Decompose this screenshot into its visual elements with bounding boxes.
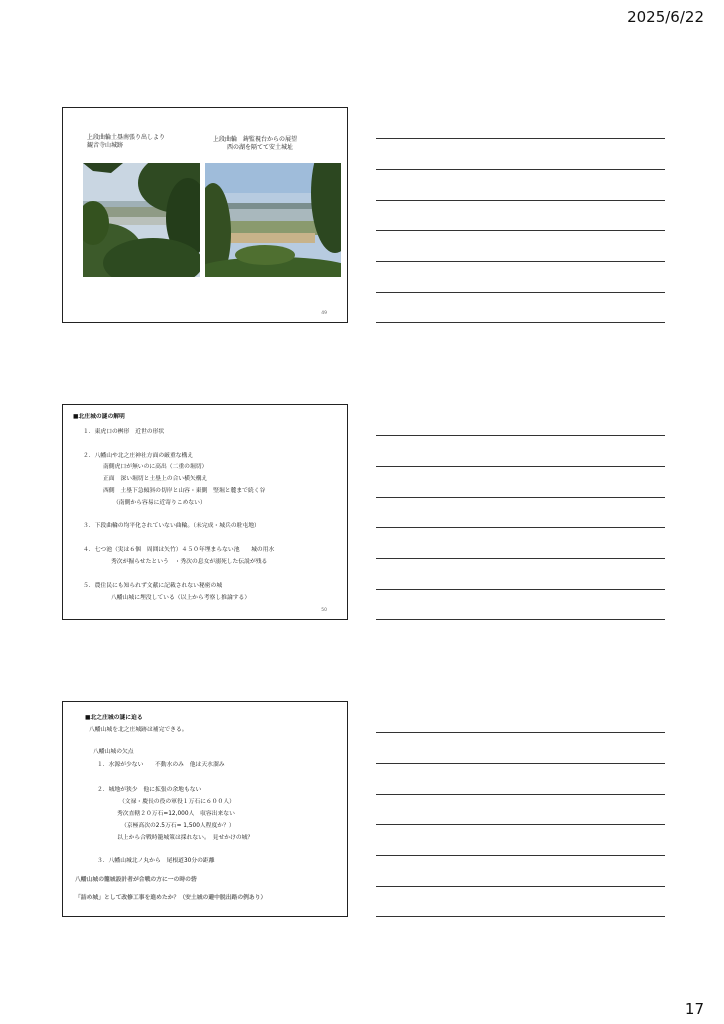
photo-castle-ruins-view [83,163,200,277]
note-line [376,916,665,917]
note-line [376,200,665,201]
slide-text-line: 「詰め城」として改修工事を進めたか？（安土城の避中脱出路の例あり） [75,895,267,901]
note-line [376,824,665,825]
note-line [376,732,665,733]
slide-text-line: 以上から合戦時籠城策は採れない。 見せかけの城？ [117,835,254,841]
note-line [376,169,665,170]
print-date: 2025/6/22 [627,8,704,26]
slide-text-line: ５．農住民にも知られず文献に記載されない秘密の城 [83,583,223,589]
slide-text-line: １．東虎口の桝形 近世の形状 [83,429,165,435]
note-line [376,261,665,262]
note-line [376,855,665,856]
note-line [376,527,665,528]
note-line [376,322,665,323]
slide-text-line: 八幡山城の籠城設計者が合戦の方に一の時の砦 [75,877,197,883]
caption-line: 観音寺山城跡 [87,142,124,149]
caption-line: 西の湖を隔てて安土城址 [227,144,294,151]
note-line [376,230,665,231]
slide-text-line: 八幡山城に埋没している（以上から考察し推論する） [111,595,251,601]
slide-text-line: 西側 土塁下急傾斜の切岸と山容・東側 竪堀と麓まで続く谷 [103,488,266,494]
slide-text-line: ３．下段曲輪の均平化されていない曲輪。（未完成・城兵の駐屯地） [83,523,260,529]
slide-text-line: 八幡山城の欠点 [93,749,134,755]
slide-text-line: 秀次直轄２０万石=12,000人 収容出来ない [117,811,235,817]
slide-49 [62,107,348,323]
note-line [376,497,665,498]
slide-text-line: （京極高次の2.5万石= 1,500人程度か？） [121,823,235,829]
note-line [376,886,665,887]
caption-right [213,136,343,152]
photo-lake-view [205,163,341,277]
slide-number: 49 [321,311,327,316]
note-line [376,619,665,620]
slide-text-line: 秀次が掘らせたという ・秀次の息女が溺死した伝説が残る [111,559,268,565]
caption-line: 上段曲輪土塁南張り出しより [87,134,166,141]
slide-text-line: 南側虎口が無いのに高出（二重の堀切） [103,464,208,470]
note-line [376,138,665,139]
slide-heading: ■北之庄城の謎に迫る [85,715,143,721]
page-number: 17 [684,1000,704,1018]
note-line [376,292,665,293]
note-line [376,794,665,795]
caption-line: 上段曲輪 鋳監視台からの展望 [213,136,298,143]
slide-text-line: ３．八幡山城北ノ丸から 尾根道30分の距離 [97,858,215,864]
slide-heading: ■北庄城の謎の解明 [73,414,125,420]
slide-text-line: ２．城地が狭少 他に拡張の余地もない [97,787,202,793]
note-line [376,558,665,559]
slide-text-line: １．水源が少ない 不動水のみ 他は天水溜み [97,762,225,768]
note-line [376,435,665,436]
slide-text-line: （南側から容易に近寄りこめない） [113,500,206,506]
caption-left [87,134,207,150]
slide-text-line: 八幡山城を北之庄城跡は補完できる。 [89,727,188,733]
slide-text-line: ２．八幡山や北之庄神社方面の厳重な構え [83,453,194,459]
slide-text-line: （文禄・慶長の役の軍役１万石に６００人） [119,799,235,805]
slide-50 [62,404,348,620]
slide-text-line: 正面 深い堀切と土塁上の合い横矢構え [103,476,208,482]
note-line [376,466,665,467]
slide-text-line: ４．七つ池（実は６個 周囲は矢竹）４５０年埋まらない池 城の用水 [83,547,275,553]
note-line [376,763,665,764]
note-line [376,589,665,590]
slide-number: 50 [321,608,327,613]
slide-51 [62,701,348,917]
